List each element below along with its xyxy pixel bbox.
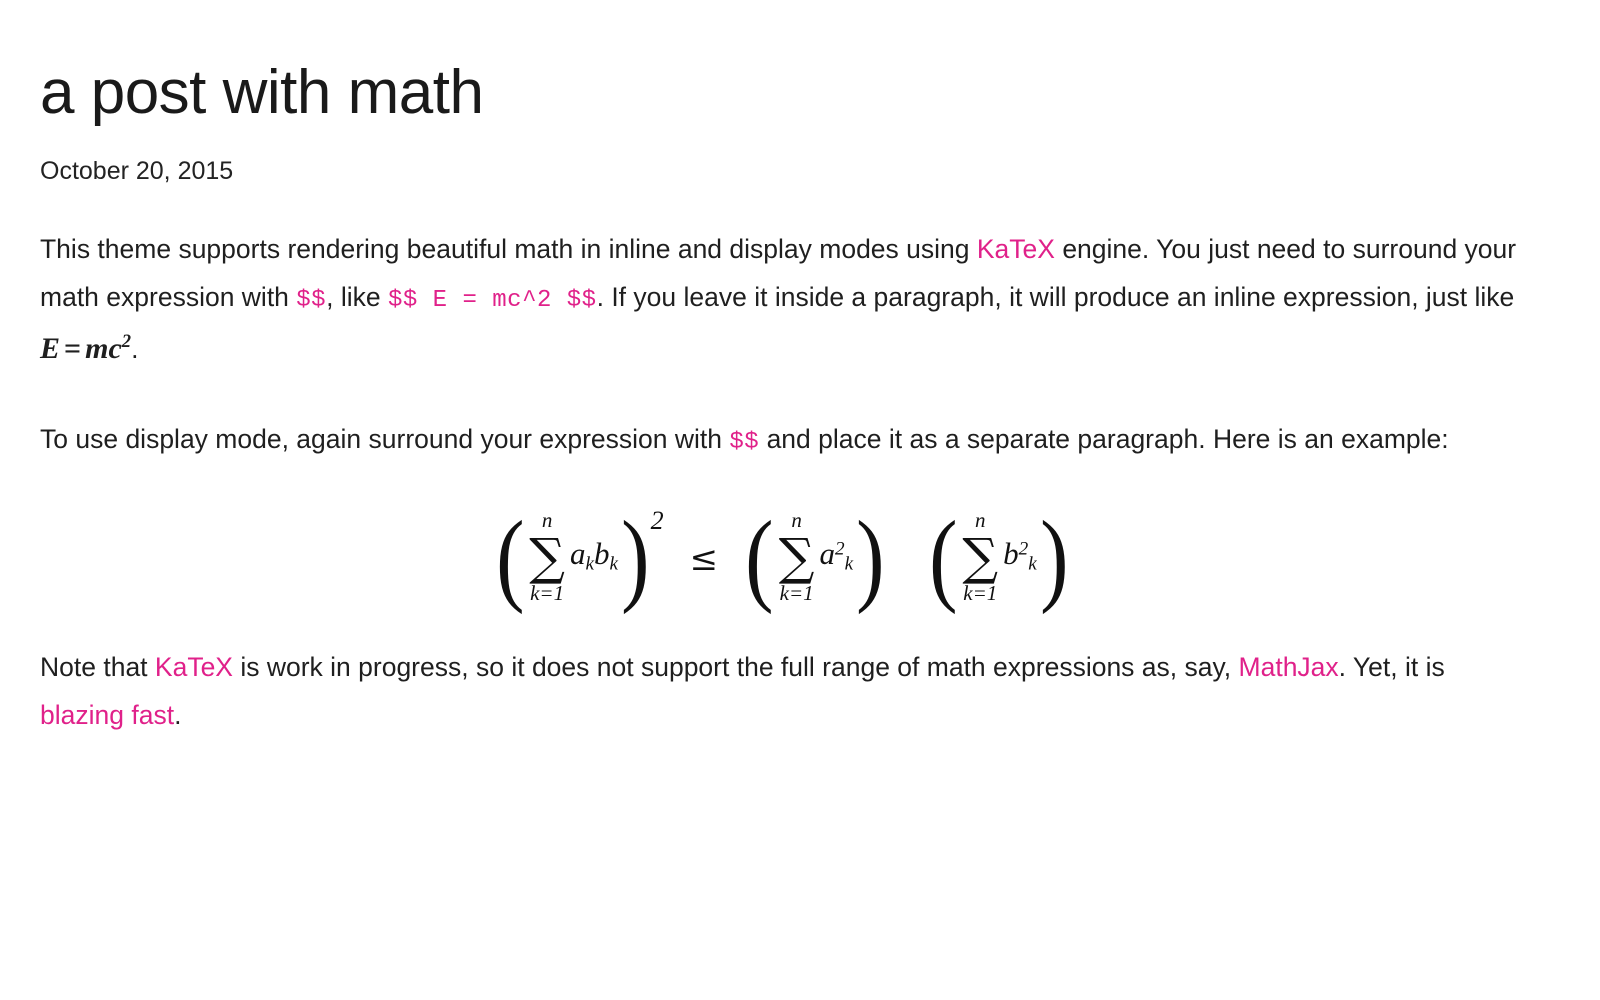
term-b-right: b xyxy=(1003,535,1019,571)
sum-lower-limit-right: k=1 xyxy=(963,581,998,606)
term-ak-squared xyxy=(816,536,853,575)
inline-math-emc2: $E = mc^2$ xyxy=(40,331,132,366)
sigma-icon-left: ∑ xyxy=(529,528,565,587)
paren-open-3: ( xyxy=(928,499,958,615)
paragraph3-text-3: . Yet, it is xyxy=(1338,652,1445,683)
term-a-subscript: k xyxy=(585,553,594,575)
paragraph3-text-2: is work in progress, so it does not support the full range of math expressions as, say, xyxy=(232,652,1239,683)
paragraph3-text-1: Note that xyxy=(40,652,155,683)
post-date: October 20, 2015 xyxy=(40,157,234,186)
katex-link-2[interactable]: KaTeX xyxy=(154,652,233,683)
sigma-icon-mid: ∑ xyxy=(778,528,815,587)
summation-mid xyxy=(779,510,815,604)
sum-upper-limit-right: n xyxy=(975,508,986,533)
code-dollar-1: $$ xyxy=(296,286,327,314)
term-ak-bk xyxy=(567,536,618,575)
paragraph-note xyxy=(40,644,1524,738)
paragraph1-text-4: . If you leave it inside a paragraph, it will produce an inline expression, just like xyxy=(596,281,1515,312)
term-b: b xyxy=(593,535,610,571)
code-dollar-2: $$ xyxy=(729,428,760,456)
blazing-fast-link[interactable]: blazing fast xyxy=(40,699,175,730)
katex-link-1[interactable]: KaTeX xyxy=(976,234,1055,265)
paragraph-intro xyxy=(40,226,1524,375)
paren-close-2: ) xyxy=(856,499,885,615)
page-title: a post with math xyxy=(40,58,484,127)
paragraph-display-intro xyxy=(40,416,1524,465)
term-b-subscript: k xyxy=(609,553,618,575)
sigma-icon-right: ∑ xyxy=(962,528,999,587)
term-b-right-superscript: 2 xyxy=(1018,538,1029,560)
code-emc2: $$ E = mc^2 $$ xyxy=(387,286,597,314)
summation-left xyxy=(529,510,565,604)
display-equation xyxy=(40,499,1524,615)
term-a-mid-superscript: 2 xyxy=(834,538,845,560)
paragraph1-text-5: . xyxy=(131,334,139,365)
sum-upper-limit-left: n xyxy=(541,508,553,533)
sum-lower-limit-left: k=1 xyxy=(530,581,565,606)
equation-mid-group xyxy=(742,499,888,615)
mathjax-link[interactable]: MathJax xyxy=(1238,652,1339,683)
paren-open-1: ( xyxy=(495,499,525,615)
paragraph3-text-4: . xyxy=(174,699,182,730)
paragraph2-text-2: and place it as a separate paragraph. Here is an example: xyxy=(759,423,1449,454)
paragraph1-text-2: engine. You just need to surround your math expression with xyxy=(40,234,1517,312)
term-bk-squared xyxy=(1000,536,1037,575)
sum-upper-limit-mid: n xyxy=(791,508,802,533)
paren-open-2: ( xyxy=(745,499,774,615)
relation-leq: ≤ xyxy=(689,539,719,580)
equation-left-group xyxy=(493,499,666,615)
paragraph1-text-3: , like xyxy=(326,281,388,312)
sum-lower-limit-mid: k=1 xyxy=(779,581,814,606)
equation-right-group xyxy=(926,499,1072,615)
paragraph1-text-1: This theme supports rendering beautiful math in inline and display modes using xyxy=(40,234,977,265)
paren-close-3: ) xyxy=(1039,499,1069,615)
summation-right xyxy=(962,510,998,604)
paren-close-1: ) xyxy=(621,499,650,615)
outer-exponent: 2 xyxy=(650,506,664,536)
term-a: a xyxy=(569,535,586,571)
paragraph2-text-1: To use display mode, again surround your expression with xyxy=(40,423,730,454)
term-a-mid: a xyxy=(819,535,835,571)
term-b-right-subscript: k xyxy=(1028,553,1037,575)
term-a-mid-subscript: k xyxy=(844,553,854,575)
